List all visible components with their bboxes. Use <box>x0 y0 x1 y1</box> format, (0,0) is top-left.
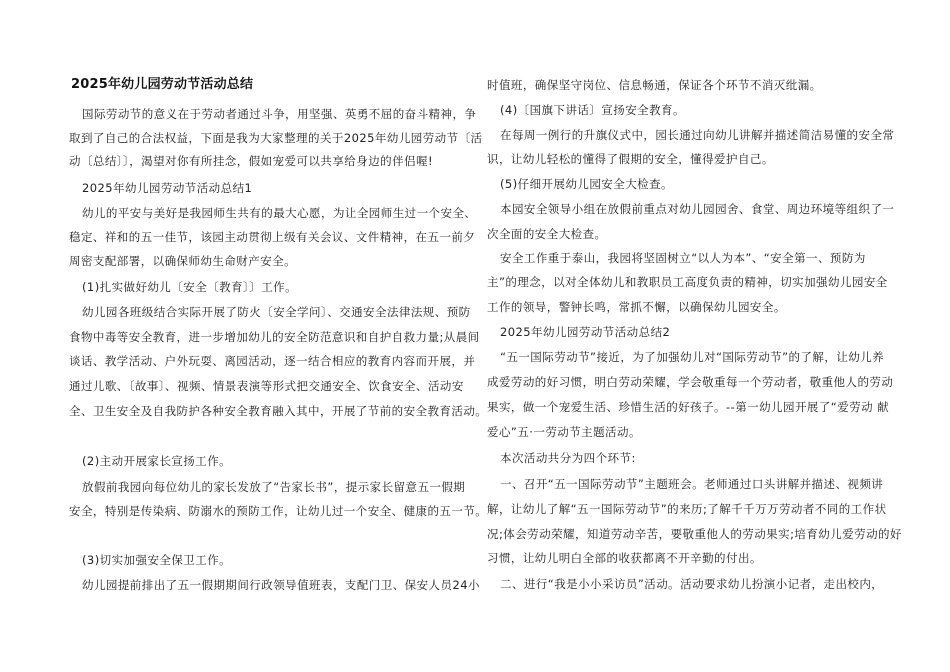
paragraph-line: 稳定、祥和的五一佳节，该园主动贯彻上级有关会议、文件精神，在五一前夕 <box>69 230 476 244</box>
paragraph-line: 安全，特别是传染病、防溺水的预防工作，让幼儿过一个安全、健康的五一节。 <box>69 504 488 518</box>
paragraph-line: 解，让幼儿了解“五一国际劳动节”的来历;了解千千万万劳动者不同的工作状 <box>487 502 887 516</box>
subheading-item-1: (1)扎实做好幼儿〔安全〔教育〕〕工作。 <box>82 280 298 294</box>
section-heading-1: 2025年幼儿园劳动节活动总结1 <box>82 181 253 195</box>
intro-line-3: 动〔总结〕〕，渴望对你有所挂念，假如宠爱可以共享给身边的伴侣喔! <box>69 154 434 168</box>
paragraph-line: 幼儿园提前排出了五一假期期间行政领导值班表，支配门卫、保安人员24小 <box>82 578 480 592</box>
intro-line-1: 国际劳动节的意义在于劳动者通过斗争，用坚强、英勇不屈的奋斗精神，争 <box>82 107 477 121</box>
intro-line-2: 取到了自己的合法权益，下面是我为大家整理的关于2025年幼儿园劳动节〔活 <box>69 131 483 145</box>
subheading-item-4: (4)〔国旗下讲话〕宣扬安全教育。 <box>500 103 685 117</box>
paragraph-line: 二、进行“我是小小采访员”活动。活动要求幼儿扮演小记者，走出校内， <box>500 577 884 591</box>
paragraph-line: 工作的领导，警钟长鸣，常抓不懈，以确保幼儿园安全。 <box>487 300 786 314</box>
paragraph-line: 主”的理念，以对全体幼儿和教职员工高度负责的精神，切实加强幼儿园安全 <box>487 275 888 289</box>
paragraph-line: 幼儿的平安与美好是我园师生共有的最大心愿，为让全园师生过一个安全、 <box>82 206 477 220</box>
paragraph-line: 习惯，让幼儿明白全部的收获都离不开辛勤的付出。 <box>487 551 762 565</box>
paragraph-line: 本次活动共分为四个环节: <box>500 451 636 465</box>
paragraph-line: 食物中毒等安全教育，进一步增加幼儿的安全防范意识和自护自救力量;从晨间 <box>69 330 480 344</box>
paragraph-line: 次全面的安全大检查。 <box>487 227 607 241</box>
paragraph-line: 放假前我园向每位幼儿的家长发放了“告家长书”，提示家长留意五一假期 <box>82 480 466 494</box>
paragraph-line: 谈话、教学活动、户外玩耍、离园活动，逐一结合相应的教育内容而开展，并 <box>69 354 476 368</box>
paragraph-line: 幼儿园各班级结合实际开展了防火〔安全学问〕、交通安全法律法规、预防 <box>82 305 471 319</box>
paragraph-line: 在每周一例行的升旗仪式中，园长通过向幼儿讲解并描述简洁易懂的安全常 <box>500 128 895 142</box>
paragraph-line: 安全工作重于泰山，我园将坚固树立“以人为本”、“安全第一、预防为 <box>500 251 866 265</box>
subheading-item-2: (2)主动开展家长宣扬工作。 <box>82 454 232 468</box>
subheading-item-3: (3)切实加强安全保卫工作。 <box>82 553 232 567</box>
paragraph-line: 况;体会劳动荣耀，知道劳动辛苦，要敬重他人的劳动果实;培育幼儿爱劳动的好 <box>487 527 902 541</box>
paragraph-line: 成爱劳动的好习惯，明白劳动荣耀，学会敬重每一个劳动者，敬重他人的劳动 <box>487 375 894 389</box>
paragraph-line: 识，让幼儿轻松的懂得了假期的安全，懂得爱护自己。 <box>487 152 774 166</box>
paragraph-line: 果实，做一个宠爱生活、珍惜生活的好孩子。--第一幼儿园开展了“爱劳动 献 <box>487 400 890 414</box>
paragraph-line: 时值班，确保坚守岗位、信息畅通，保证各个环节不消灭纰漏。 <box>487 78 822 92</box>
paragraph-line: 一、召开“五一国际劳动节”主题班会。老师通过口头讲解并描述、视频讲 <box>500 477 884 491</box>
paragraph-line: 本园安全领导小组在放假前重点对幼儿园园舍、食堂、周边环境等组织了一 <box>500 202 895 216</box>
paragraph-line: 周密支配部署，以确保师幼生命财产安全。 <box>69 254 297 268</box>
paragraph-line: “五一国际劳动节”接近，为了加强幼儿对“国际劳动节”的了解，让幼儿养 <box>500 350 885 364</box>
subheading-item-5: (5)仔细开展幼儿园安全大检查。 <box>500 177 673 191</box>
document-title: 2025年幼儿园劳动节活动总结 <box>71 77 254 92</box>
section-heading-2: 2025年幼儿园劳动节活动总结2 <box>500 325 671 339</box>
paragraph-line: 全、卫生安全及自我防护各种安全教育融入其中，开展了节前的安全教育活动。 <box>69 404 488 418</box>
paragraph-line: 爱心”五·一劳动节主题活动。 <box>487 425 641 439</box>
paragraph-line: 通过儿歌、〔故事〕、视频、情景表演等形式把交通安全、饮食安全、活动安 <box>69 379 464 393</box>
